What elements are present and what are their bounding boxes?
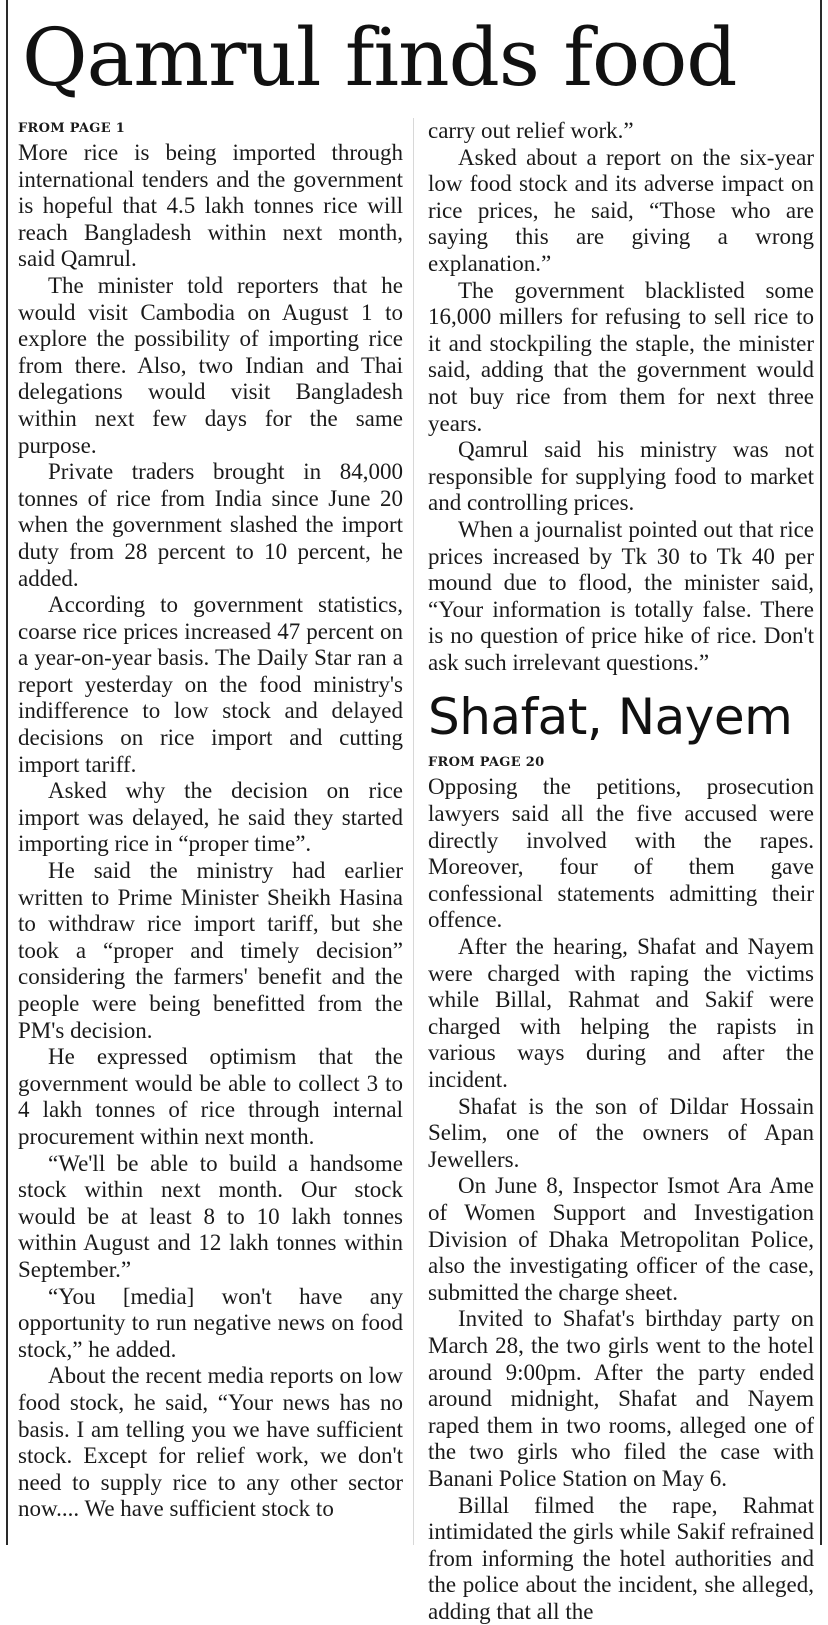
- story1-paragraph: Asked why the decision on rice import was delayed, he said they started importing rice in “proper time”.: [18, 778, 403, 858]
- story1-headline: Qamrul finds food: [22, 10, 736, 106]
- story1-paragraph: He expressed optimism that the government would be able to collect 3 to 4 lakh tonnes of rice through internal procurement within next month.: [18, 1044, 403, 1150]
- story2-headline: Shafat, Nayem: [428, 688, 814, 746]
- story1-paragraph: About the recent media reports on low food stock, he said, “Your news has no basis. I am telling you we have sufficient stock. Except for relief work, we don't need to supply rice to any other sector now.... We have sufficient stock to: [18, 1363, 403, 1523]
- story2-paragraph: Shafat is the son of Dildar Hossain Selim, one of the owners of Apan Jewellers.: [428, 1094, 814, 1174]
- story1-paragraph: The government blacklisted some 16,000 millers for refusing to sell rice to it and stockpiling the staple, the minister said, adding that the government would not buy rice from them for next three years.: [428, 278, 814, 438]
- story1-paragraph: Private traders brought in 84,000 tonnes of rice from India since June 20 when the government slashed the import duty from 28 percent to 10 percent, he added.: [18, 459, 403, 592]
- story1-paragraph: “We'll be able to build a handsome stock within next month. Our stock would be at least 8 to 10 lakh tonnes within August and 12 lakh tonnes within September.”: [18, 1151, 403, 1284]
- story2-paragraph: After the hearing, Shafat and Nayem were charged with raping the victims while Billal, Rahmat and Sakif were charged with helping the rapists in various ways during and after the incident.: [428, 934, 814, 1094]
- story1-paragraph: “You [media] won't have any opportunity to run negative news on food stock,” he added.: [18, 1284, 403, 1364]
- story1-paragraph: When a journalist pointed out that rice prices increased by Tk 30 to Tk 40 per mound due to flood, the minister said, “Your information is totally false. There is no question of price hike of rice. Don't ask such irrelevant questions.”: [428, 517, 814, 677]
- column-divider: [413, 118, 414, 1545]
- story1-paragraph: More rice is being imported through international tenders and the government is hopeful that 4.5 lakh tonnes rice will reach Bangladesh within next month, said Qamrul.: [18, 140, 403, 273]
- story1-paragraph: He said the ministry had earlier written to Prime Minister Sheikh Hasina to withdraw rice import tariff, but she took a “proper and timely decision” considering the farmers' benefit and the people were being benefitted from the PM's decision.: [18, 858, 403, 1044]
- story1-paragraph: carry out relief work.”: [428, 118, 814, 145]
- story2-paragraph: Billal filmed the rape, Rahmat intimidated the girls while Sakif refrained from informing the hotel authorities and the police about the incident, she alleged, adding that all the: [428, 1493, 814, 1625]
- left-border-rule: [6, 0, 8, 1545]
- story1-paragraph: According to government statistics, coarse rice prices increased 47 percent on a year-on-year basis. The Daily Star ran a report yesterday on the food ministry's indifference to low stock and delayed decisions on rice import and cutting import tariff.: [18, 592, 403, 778]
- story2-paragraph: Opposing the petitions, prosecution lawyers said all the five accused were directly involved with the rapes. Moreover, four of them gave confessional statements admitting their offence.: [428, 774, 814, 934]
- right-column: [428, 118, 814, 1625]
- story1-paragraph: The minister told reporters that he would visit Cambodia on August 1 to explore the possibility of importing rice from there. Also, two Indian and Thai delegations would visit Bangladesh within next few days for the same purpose.: [18, 273, 403, 459]
- story2-paragraph: On June 8, Inspector Ismot Ara Ame of Women Support and Investigation Division of Dhaka Metropolitan Police, also the investigating officer of the case, submitted the charge sheet.: [428, 1173, 814, 1306]
- story1-left-column: [18, 118, 403, 1523]
- story1-kicker: FROM PAGE 1: [18, 118, 403, 140]
- story2-paragraph: Invited to Shafat's birthday party on March 28, the two girls went to the hotel around 9:00pm. After the party ended around midnight, Shafat and Nayem raped them in two rooms, alleged one of the two girls who filed the case with Banani Police Station on May 6.: [428, 1306, 814, 1492]
- right-border-rule: [820, 0, 822, 1545]
- story1-paragraph: Asked about a report on the six-year low food stock and its adverse impact on rice prices, he said, “Those who are saying this are giving a wrong explanation.”: [428, 145, 814, 278]
- story2-kicker: FROM PAGE 20: [428, 752, 814, 774]
- story1-paragraph: Qamrul said his ministry was not responsible for supplying food to market and controlling prices.: [428, 437, 814, 517]
